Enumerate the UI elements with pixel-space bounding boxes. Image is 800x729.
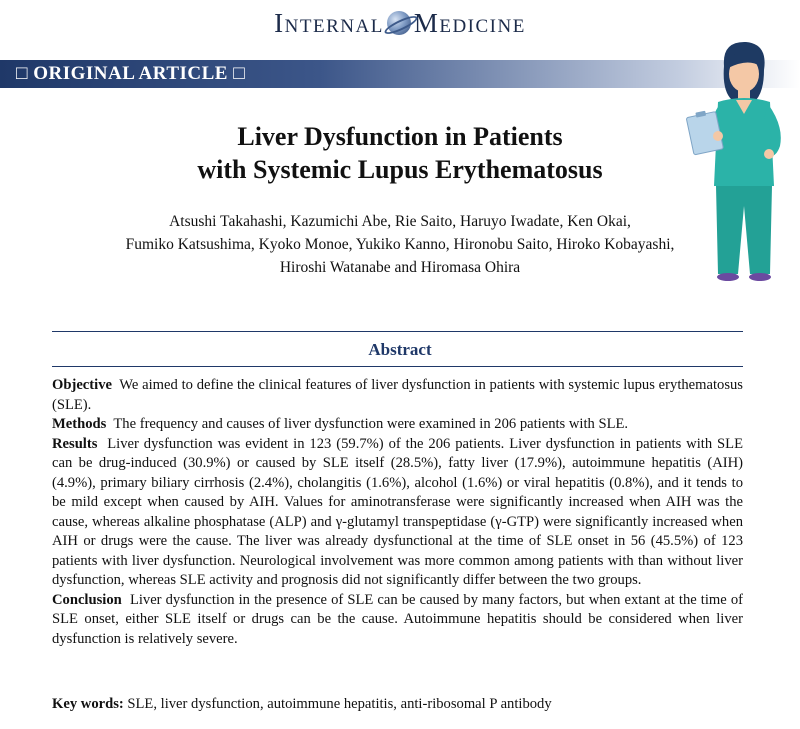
keywords-label: Key words: — [52, 696, 124, 712]
author-line-3: Hiroshi Watanabe and Hiromasa Ohira — [279, 259, 521, 276]
article-type-banner — [0, 60, 800, 88]
conclusion-text: Liver dysfunction in the presence of SLE can be caused by many factors, but when extant at the time of SLE onset, either SLE itself or drugs can be the cause. Autoimmune hepatitis should be considered when liver dysfunction is relatively severe. — [52, 591, 743, 647]
keywords — [52, 696, 743, 713]
abstract-results — [52, 435, 743, 591]
keywords-text: SLE, liver dysfunction, autoimmune hepatitis, anti-ribosomal P antibody — [127, 696, 552, 712]
abstract-top-rule — [52, 331, 743, 332]
methods-label: Methods — [52, 416, 107, 432]
methods-text: The frequency and causes of liver dysfunction were examined in 206 patients with SLE. — [113, 416, 629, 432]
author-line-2: Fumiko Katsushima, Kyoko Monoe, Yukiko Kanno, Hironobu Saito, Hiroko Kobayashi, — [125, 236, 675, 253]
abstract-methods — [52, 415, 743, 435]
article-type-label: □ ORIGINAL ARTICLE □ — [16, 63, 246, 84]
conclusion-label: Conclusion — [52, 591, 122, 608]
globe-logo-icon — [387, 11, 411, 35]
article-title — [0, 120, 800, 186]
results-label: Results — [52, 435, 98, 452]
title-line-1: Liver Dysfunction in Patients — [237, 122, 563, 151]
objective-label: Objective — [52, 377, 112, 393]
results-text: Liver dysfunction was evident in 123 (59.7%) of the 206 patients. Liver dysfunction in patients with SLE can be drug-induced (30.9%) or caused by SLE itself (28.5%), fatty liver (17.9%), autoimmune hepatitis (AIH) (4.9%), primary biliary cirrhosis (2.4%), cholangitis (1.6%), alcohol (1.6%) or viral hepatitis (0.8%), and it tends to be mild except when caused by AIH. Values for aminotransferase were significantly increased when AIH was the cause, whereas alkaline phosphatase (ALP) and γ-glutamyl transpeptidase (γ-GTP) were significantly increased when AIH or drugs were the cause. The liver was already dysfunctional at the time of SLE onset in 56 (45.5%) of 123 patients with liver dysfunction. Neurological involvement was more common among patients with than without liver dysfunction, whereas SLE activity and prognosis did not significantly differ between the two groups. — [52, 435, 743, 588]
journal-name-part2: Medicine — [413, 8, 526, 38]
journal-name-part1: Internal — [274, 8, 384, 38]
abstract-heading: Abstract — [368, 340, 432, 359]
abstract-conclusion — [52, 591, 743, 650]
journal-masthead — [0, 8, 800, 39]
abstract-objective — [52, 376, 743, 415]
abstract-body — [52, 376, 743, 649]
abstract-heading-rule — [52, 366, 743, 367]
title-line-2: with Systemic Lupus Erythematosus — [197, 155, 603, 184]
objective-text: We aimed to define the clinical features of liver dysfunction in patients with systemic lupus erythematosus (SLE). — [52, 377, 743, 413]
author-line-1: Atsushi Takahashi, Kazumichi Abe, Rie Saito, Haruyo Iwadate, Ken Okai, — [169, 213, 631, 230]
author-list — [60, 210, 740, 279]
